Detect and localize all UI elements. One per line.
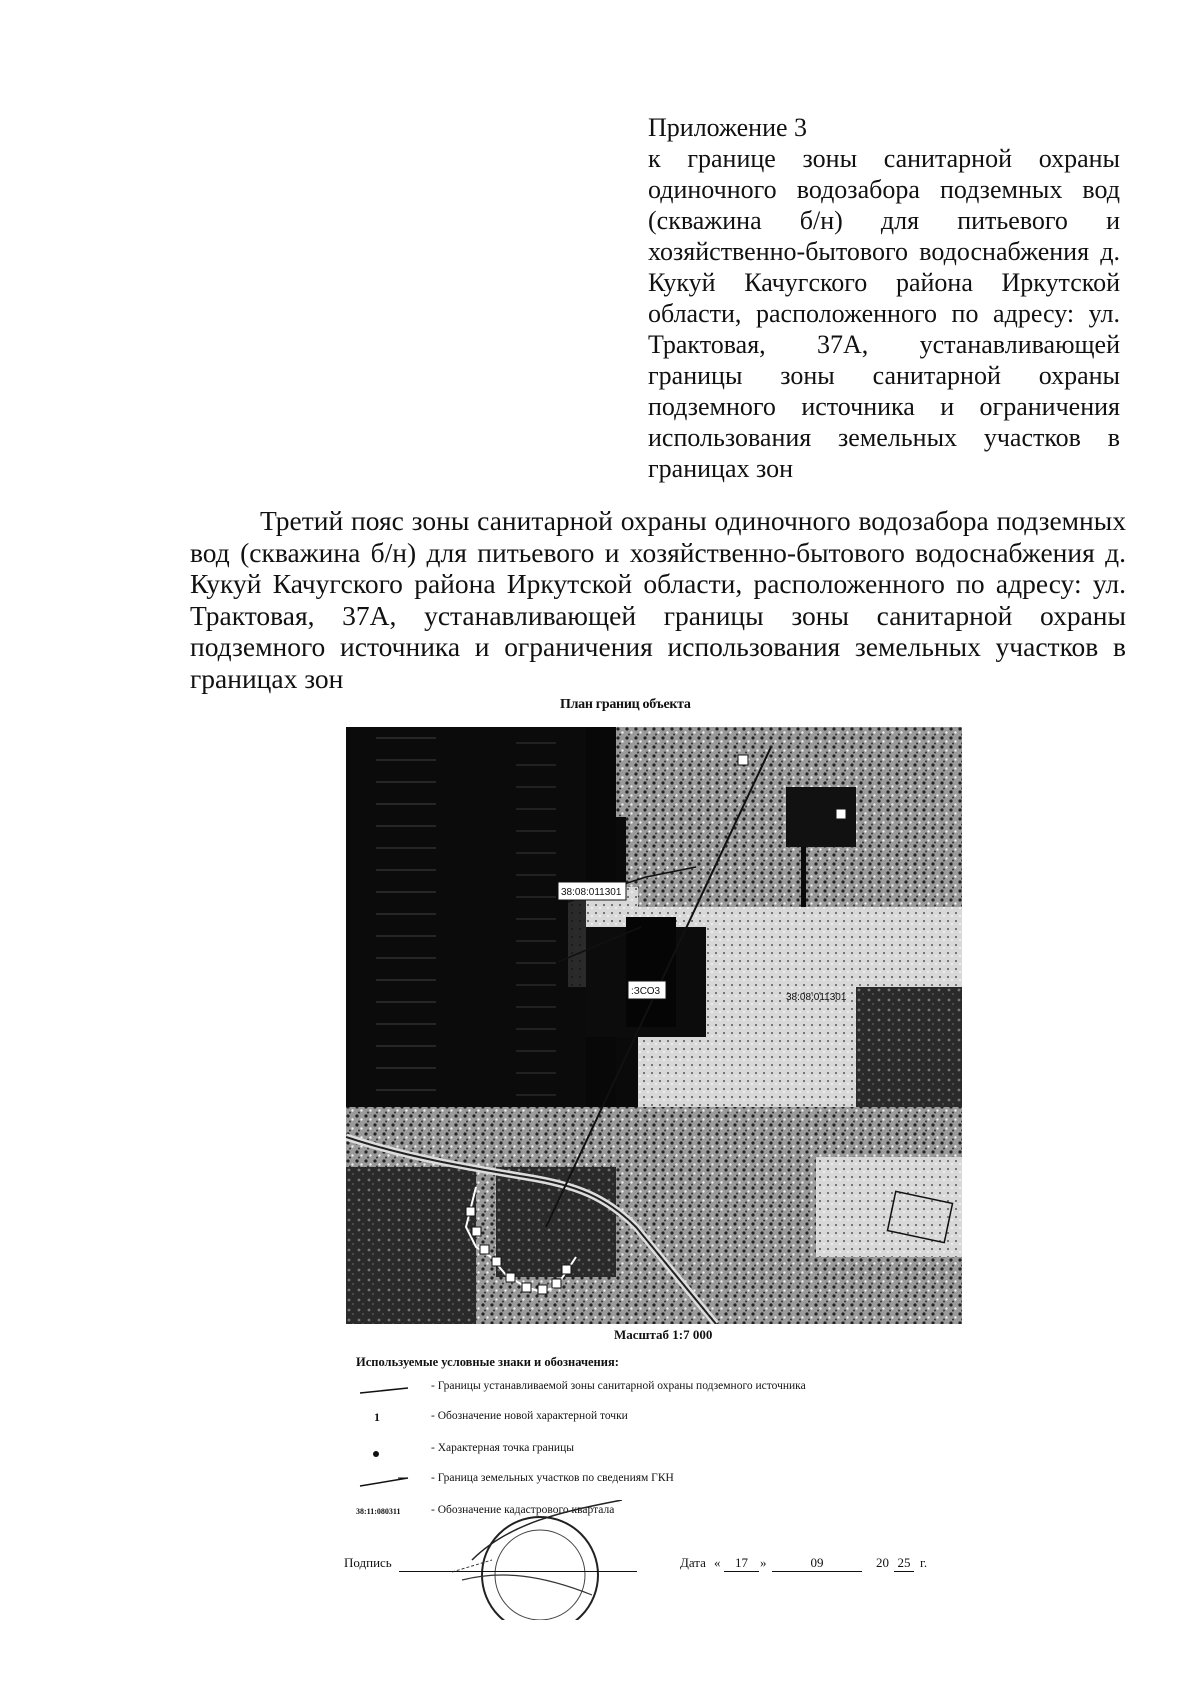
signature-line: Подпись Дата « 17 » 09 20 25 г. <box>344 1555 928 1570</box>
legend-item-zone-boundary <box>356 1376 976 1400</box>
date-label: Дата <box>680 1555 706 1570</box>
solid-line-icon <box>356 1376 426 1400</box>
date-year-suffix: 25 <box>894 1555 914 1572</box>
legend-item-cadastral-quarter <box>356 1500 976 1524</box>
signature-field <box>399 1555 637 1572</box>
map-scale: Масштаб 1:7 000 <box>614 1327 713 1342</box>
dashed-line-icon <box>356 1468 426 1492</box>
quarter-code-icon: 38:11:080311 <box>356 1507 401 1516</box>
appendix-body: к границе зоны санитарной охраны одиночного водозабора подземных вод (скважина б/н) для питьевого и хозяйственно-бытового водоснабжения д. Кукуй Качугского района Иркутской области, расположенного по адресу: ул. Трактовая, 37А, устанавливающей границы зоны санитарной охраны подземного источника и ограничения использования земельных участков в границах зон <box>648 144 1120 483</box>
document-heading: Третий пояс зоны санитарной охраны одиночного водозабора подземных вод (скважина б/н) для питьевого и хозяйственно-бытового водоснабжения д. Кукуй Качугского района Иркутской области, расположенного по адресу: ул. Трактовая, 37А, устанавливающей границы зоны санитарной охраны подземного источника и ограничения использования земельных участков в границах зон <box>190 505 1126 694</box>
legend-text: - Обозначение кадастрового квартала <box>431 1504 615 1516</box>
signature-label: Подпись <box>344 1555 392 1570</box>
legend-text: - Границы устанавливаемой зоны санитарной охраны подземного источника <box>431 1380 806 1392</box>
legend-item-new-point <box>356 1406 976 1430</box>
date-day: 17 <box>724 1555 759 1572</box>
legend-title: Используемые условные знаки и обозначения: <box>356 1355 619 1369</box>
legend-text: - Граница земельных участков по сведениям ГКН <box>431 1472 674 1484</box>
map-label-quarter-1: 38:08:011301 <box>561 887 622 898</box>
appendix-title: Приложение 3 <box>648 113 808 142</box>
date-month: 09 <box>772 1555 862 1572</box>
map-label-quarter-2: 38:08:011301 <box>786 992 847 1003</box>
legend-item-boundary-point <box>356 1438 976 1462</box>
boundary-map <box>346 727 962 1324</box>
point-number-icon: 1 <box>374 1410 380 1424</box>
map-image <box>346 727 962 1324</box>
legend-text: - Обозначение новой характерной точки <box>431 1410 628 1422</box>
date-year-abbr: г. <box>920 1555 928 1570</box>
legend-item-parcel-boundary <box>356 1468 976 1492</box>
legend-text: - Характерная точка границы <box>431 1442 574 1454</box>
map-label-zone: :ЗСО3 <box>631 986 661 997</box>
plan-caption: План границ объекта <box>560 697 691 712</box>
appendix-header <box>648 112 1120 484</box>
date-year-prefix: 20 <box>876 1555 889 1570</box>
dot-icon <box>356 1438 426 1462</box>
